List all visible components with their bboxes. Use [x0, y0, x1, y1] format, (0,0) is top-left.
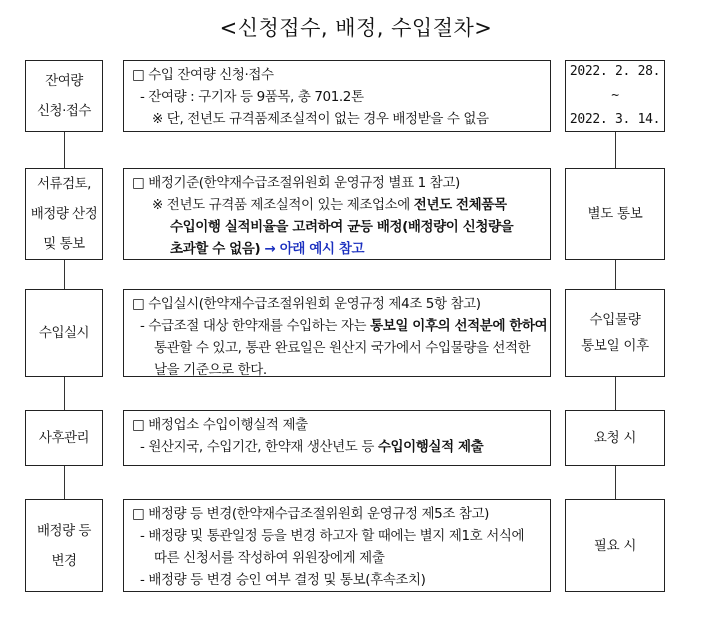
as-needed-box	[565, 499, 665, 592]
period-box	[565, 60, 665, 132]
note-line	[132, 194, 542, 216]
detail-line: - 배정량 등 변경 승인 여부 결정 및 통보(후속조치)	[140, 572, 426, 588]
note-text: ※ 전년도 규격품 제조실적이 있는 제조업소에	[152, 197, 414, 213]
timing-label: 통보일 이후	[581, 338, 649, 354]
detail-line	[132, 315, 548, 337]
timing-label: 필요 시	[593, 537, 637, 554]
period-start: 2022. 2. 28.	[569, 64, 661, 79]
step-label: 서류검토,	[37, 176, 91, 192]
step-box-followup	[25, 410, 103, 466]
step-box-review	[25, 168, 103, 260]
notice-box	[565, 168, 665, 260]
timing-label: 요청 시	[593, 430, 637, 446]
step-label: 수입실시	[38, 325, 90, 341]
note-emphasis: 전년도 전체품목	[413, 197, 507, 213]
period-end: 2022. 3. 14.	[569, 112, 661, 127]
detail-text: - 원산지국, 수입기간, 한약재 생산년도 등	[140, 439, 378, 455]
section-heading: □ 수입실시(한약재수급조절위원회 운영규정 제4조 5항 참고)	[132, 296, 481, 312]
step-label: 및 통보	[43, 236, 85, 252]
page-title: <신청접수, 배정, 수입절차>	[219, 16, 493, 40]
step-label: 잔여량	[45, 73, 83, 89]
description-box-review	[123, 168, 551, 260]
description-box-application	[123, 60, 551, 132]
detail-emphasis: 수입이행실적 제출	[377, 439, 484, 455]
section-heading: □ 배정업소 수입이행실적 제출	[132, 417, 308, 433]
description-box-import	[123, 289, 551, 377]
detail-line: 통관할 수 있고, 통관 완료일은 원산지 국가에서 수입물량을 선적한	[154, 340, 531, 356]
section-heading: □ 배정기준(한약재수급조절위원회 운영규정 별표 1 참고)	[132, 175, 460, 191]
step-box-application	[25, 60, 103, 132]
detail-line: 날을 기준으로 한다.	[154, 362, 267, 378]
period-separator: ~	[611, 88, 619, 103]
timing-label: 수입물량	[589, 312, 641, 328]
detail-line: - 잔여량 : 구기자 등 9품목, 총 701.2톤	[140, 89, 364, 105]
step-label: 배정량 등	[37, 522, 91, 539]
request-box	[565, 410, 665, 466]
note-line	[132, 238, 542, 260]
detail-line	[132, 436, 542, 458]
timing-label: 별도 통보	[587, 206, 643, 222]
step-label: 배정량 산정	[30, 206, 98, 222]
section-heading: □ 수입 잔여량 신청·접수	[132, 67, 274, 83]
step-box-import	[25, 289, 103, 377]
note-emphasis: 초과할 수 없음)	[170, 241, 261, 257]
detail-line: 따른 신청서를 작성하여 위원장에게 제출	[154, 550, 385, 566]
note-emphasis: 수입이행 실적비율을 고려하여 균등 배정(배정량이 신청량을	[170, 219, 514, 235]
note-line: ※ 단, 전년도 규격품제조실적이 없는 경우 배정받을 수 없음	[152, 111, 489, 127]
step-label: 사후관리	[38, 430, 90, 446]
note-line	[132, 216, 542, 238]
timing-box	[565, 289, 665, 377]
example-reference-link: → 아래 예시 참고	[260, 241, 365, 257]
section-heading: □ 배정량 등 변경(한약재수급조절위원회 운영규정 제5조 참고)	[132, 506, 490, 522]
description-box-followup	[123, 410, 551, 466]
step-label: 변경	[51, 552, 77, 569]
step-box-change	[25, 499, 103, 592]
detail-text: - 수급조절 대상 한약재를 수입하는 자는	[140, 318, 371, 334]
description-box-change	[123, 499, 551, 592]
detail-line: - 배정량 및 통관일정 등을 변경 하고자 할 때에는 별지 제1호 서식에	[140, 528, 525, 544]
step-label: 신청·접수	[37, 103, 91, 119]
detail-emphasis: 통보일 이후의 선적분에 한하여	[370, 318, 548, 334]
